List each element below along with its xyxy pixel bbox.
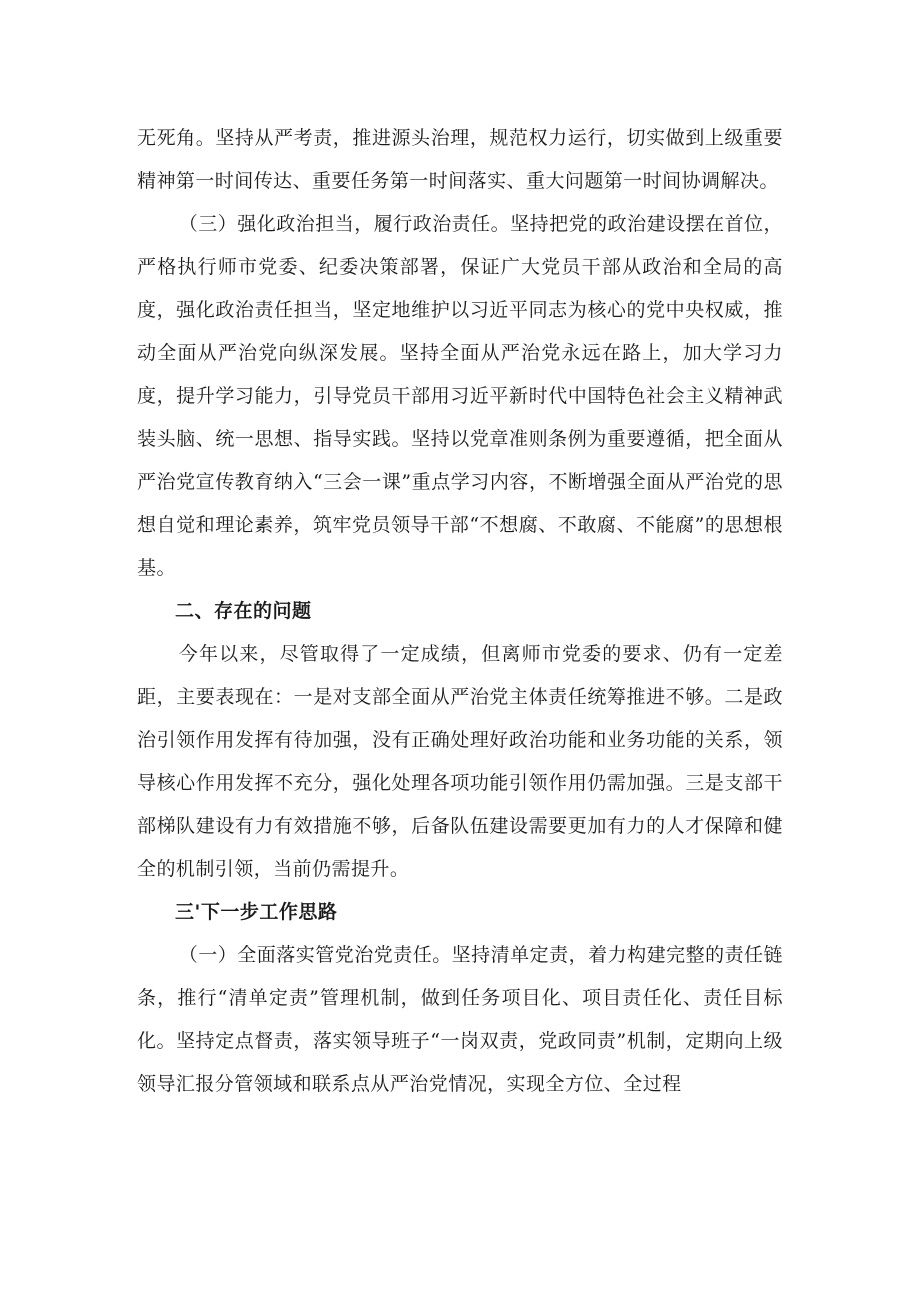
document-page	[137, 117, 783, 1106]
paragraph-existing-problems: 今年以来，尽管取得了一定成绩，但离师市党委的要求、仍有一定差距，主要表现在：一是对支部全面从严治党主体责任统筹推进不够。二是政治引领作用发挥有待加强，没有正确处理好政治功能和业务功能的关系，领导核心作用发挥不充分，强化处理各项功能引领作用仍需加强。三是支部干部梯队建设有力有效措施不够，后备队伍建设需要更加有力的人才保障和健全的机制引领，当前仍需提升。	[137, 643, 783, 880]
section-heading-next-steps: 三'下一步工作思路	[175, 901, 338, 923]
paragraph-party-governance-responsibility: （一）全面落实管党治党责任。坚持清单定责，着力构建完整的责任链条，推行“清单定责”管理机制，做到任务项目化、项目责任化、责任目标化。坚持定点督责，落实领导班子“一岗双责，党政同责”机制，定期向上级领导汇报分管领域和联系点从严治党情况，实现全方位、全过程	[137, 944, 783, 1095]
paragraph-political-responsibility: （三）强化政治担当，履行政治责任。坚持把党的政治建设摆在首位，严格执行师市党委、纪委决策部署，保证广大党员干部从政治和全局的高度，强化政治责任担当，坚定地维护以习近平同志为核心的党中央权威，推动全面从严治党向纵深发展。坚持全面从严治党永远在路上，加大学习力度，提升学习能力，引导党员干部用习近平新时代中国特色社会主义精神武装头脑、统一思想、指导实践。坚持以党章准则条例为重要遵循，把全面从严治党宣传教育纳入“三会一课”重点学习内容，不断增强全面从严治党的思想自觉和理论素养，筑牢党员领导干部“不想腐、不敢腐、不能腐”的思想根基。	[137, 213, 783, 579]
paragraph-closing-previous-section: 无死角。坚持从严考责，推进源头治理，规范权力运行，切实做到上级重要精神第一时间传达、重要任务第一时间落实、重大问题第一时间协调解决。	[137, 127, 783, 192]
section-heading-existing-problems: 二、存在的问题	[175, 600, 312, 622]
